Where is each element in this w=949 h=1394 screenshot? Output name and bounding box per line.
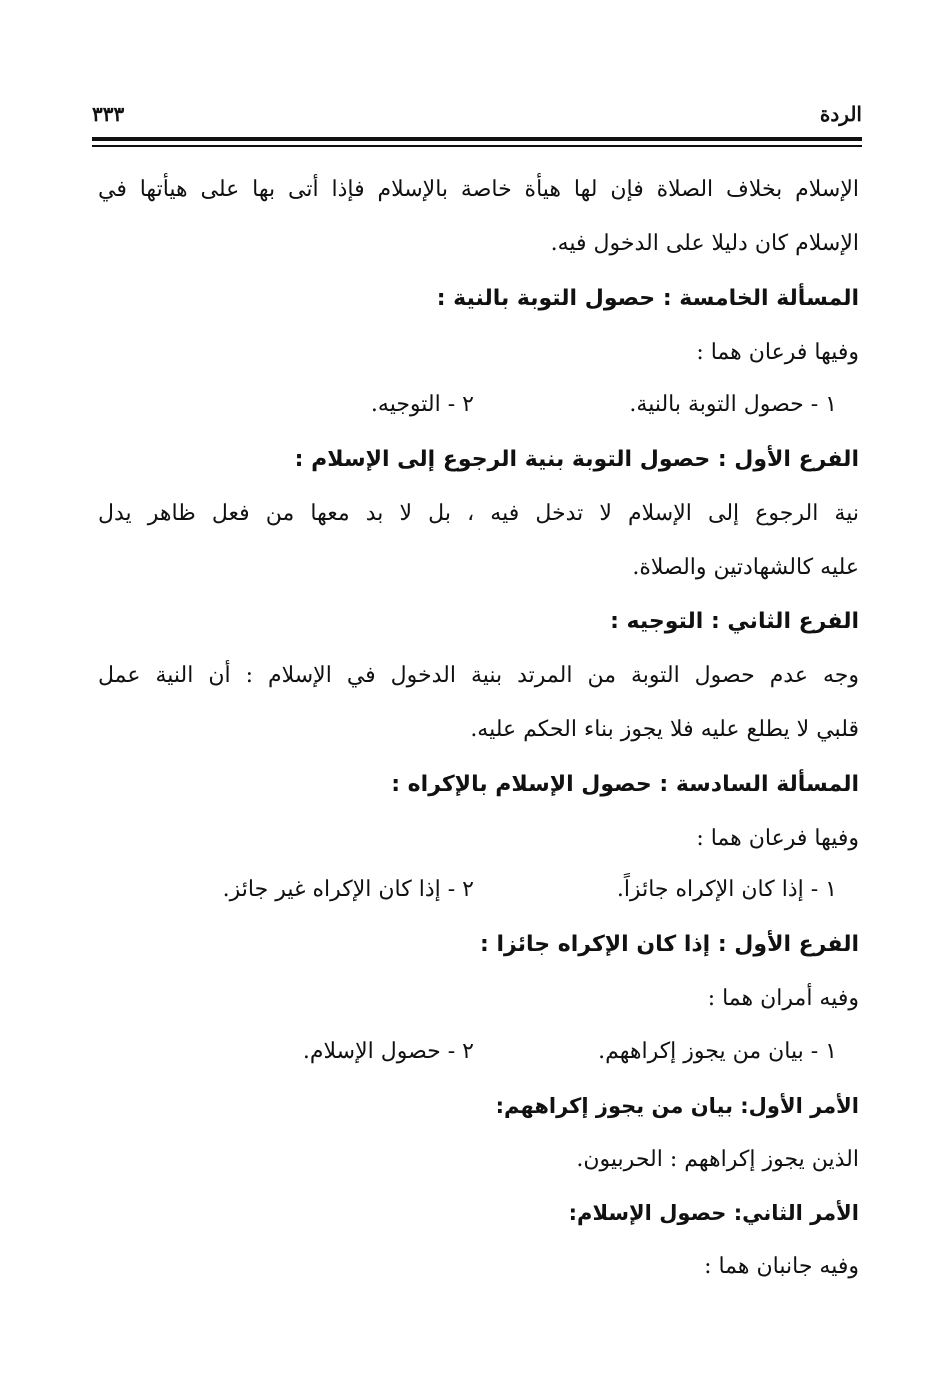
section-heading: المسألة الخامسة : حصول التوبة بالنية : xyxy=(436,286,859,311)
section-heading: المسألة السادسة : حصول الإسلام بالإكراه : xyxy=(391,772,859,797)
subsection-heading: الفرع الثاني : التوجيه : xyxy=(610,609,859,634)
paragraph-line: الإسلام بخلاف الصلاة فإن لها هيأة خاصة بالإسلام فإذا أتى بها على هيأتها في xyxy=(98,177,859,202)
list-item: ١ - حصول التوبة بالنية. xyxy=(629,392,837,417)
header-rule-thick xyxy=(92,137,862,141)
header-rule-thin xyxy=(92,145,862,147)
paragraph-line: نية الرجوع إلى الإسلام لا تدخل فيه ، بل لا بد معها من فعل ظاهر يدل xyxy=(98,501,859,526)
paragraph-line: وفيها فرعان هما : xyxy=(696,826,859,851)
subsection-heading: الفرع الأول : حصول التوبة بنية الرجوع إلى الإسلام : xyxy=(294,447,859,472)
paragraph-line: الإسلام كان دليلا على الدخول فيه. xyxy=(550,231,859,256)
paragraph-line: وفيه جانبان هما : xyxy=(704,1254,859,1279)
list-item: ٢ - حصول الإسلام. xyxy=(302,1039,474,1064)
paragraph-line: الذين يجوز إكراههم : الحربيون. xyxy=(576,1147,859,1172)
paragraph-line: عليه كالشهادتين والصلاة. xyxy=(632,555,859,580)
subsection-heading: الأمر الأول: بيان من يجوز إكراههم: xyxy=(495,1094,859,1118)
list-item: ١ - إذا كان الإكراه جائزاً. xyxy=(616,877,837,902)
subsection-heading: الأمر الثاني: حصول الإسلام: xyxy=(568,1201,859,1225)
paragraph-line: وجه عدم حصول التوبة من المرتد بنية الدخول في الإسلام : أن النية عمل xyxy=(98,663,859,688)
page-number: ٣٣٣ xyxy=(92,102,125,126)
list-item: ١ - بيان من يجوز إكراههم. xyxy=(598,1039,837,1064)
running-title: الردة xyxy=(819,102,862,126)
paragraph-line: وفيه أمران هما : xyxy=(707,986,859,1011)
list-item: ٢ - إذا كان الإكراه غير جائز. xyxy=(222,877,474,902)
list-item: ٢ - التوجيه. xyxy=(370,392,474,417)
subsection-heading: الفرع الأول : إذا كان الإكراه جائزا : xyxy=(480,932,859,957)
paragraph-line: وفيها فرعان هما : xyxy=(696,340,859,365)
paragraph-line: قلبي لا يطلع عليه فلا يجوز بناء الحكم عليه. xyxy=(470,717,859,742)
